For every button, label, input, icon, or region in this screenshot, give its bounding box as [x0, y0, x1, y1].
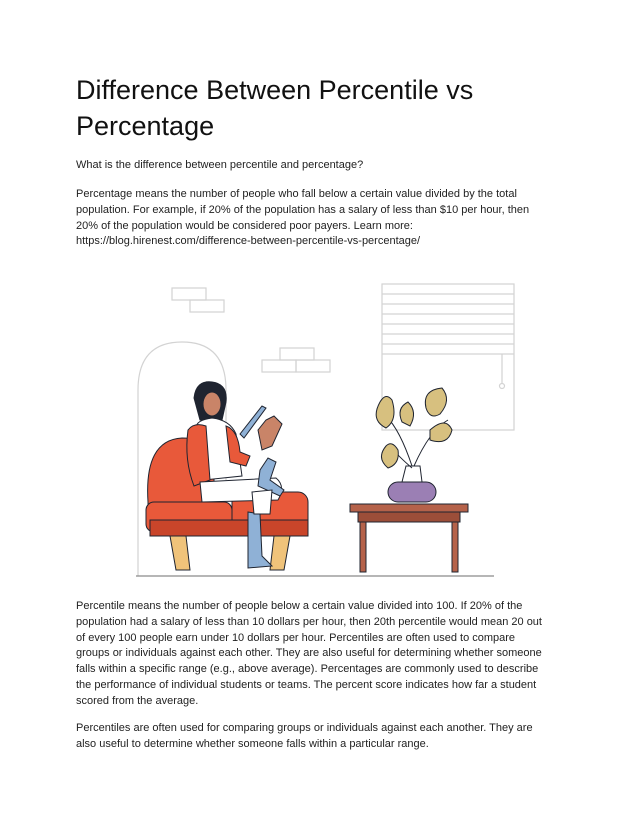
paragraph-line: scored from the average.	[76, 694, 199, 707]
paragraph-line: population. For example, if 20% of the population has a salary of less than $10 per hour, then	[76, 203, 530, 216]
paragraph-percentile-uses	[76, 721, 556, 753]
woman	[187, 382, 284, 568]
paragraph-line: Percentage means the number of people who fall below a certain value divided by the total	[76, 188, 517, 200]
paragraph-line: also useful to determine whether someone falls within a particular range.	[76, 737, 429, 750]
title-line-1: Difference Between Percentile vs	[76, 75, 474, 105]
title-line-2: Percentage	[76, 111, 215, 141]
paragraph-line: of every 100 people earn under 10 dollars per hour. Percentiles are often used to compare	[76, 631, 516, 644]
paragraph-line: Percentile means the number of people below a certain value divided into 100. If 20% of the	[76, 600, 523, 612]
question-text: What is the difference between percentile and percentage?	[76, 159, 364, 171]
paragraph-line: falls within a specific range (e.g., above average). Percentages are commonly used to describe	[76, 663, 539, 676]
page-title	[76, 72, 576, 144]
illustration-woman-armchair	[130, 280, 530, 580]
paragraph-percentage	[76, 187, 556, 250]
paragraph-line: the performance of individual students or teams. The percent score indicates how far a student	[76, 678, 537, 691]
paragraph-line: population had a salary of less than 10 dollars per hour, then 20th percentile would mean 20 out	[76, 615, 542, 628]
source-link[interactable]: https://blog.hirenest.com/difference-between-percentile-vs-percentage/	[76, 235, 421, 248]
side-table	[350, 504, 468, 572]
paragraph-line: Percentiles are often used for comparing groups or individuals against each another. They are	[76, 722, 533, 734]
paragraph-line: groups or individuals against each other. They are also useful for determining whether someone	[76, 647, 542, 660]
paragraph-line: 20% of the population would be considered poor payers. Learn more:	[76, 219, 413, 232]
potted-plant	[376, 388, 452, 502]
paragraph-percentile	[76, 599, 556, 710]
